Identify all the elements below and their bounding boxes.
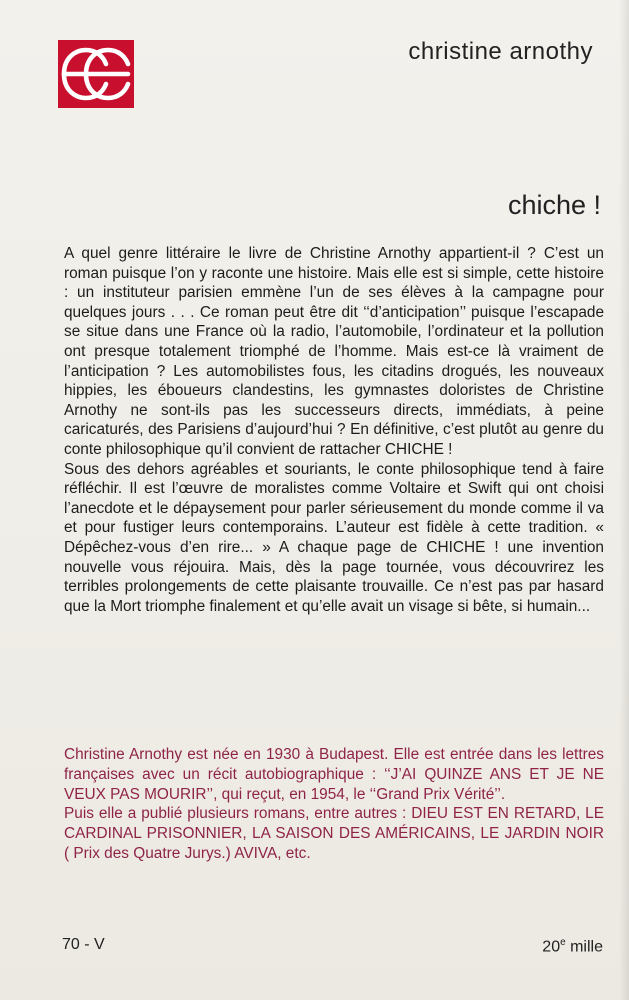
page-edge-shadow — [619, 0, 629, 1000]
publisher-logo-icon — [58, 40, 134, 108]
author-name: christine arnothy — [408, 38, 593, 65]
print-run-number: 20 — [542, 938, 561, 956]
publisher-logo-mark — [58, 40, 134, 108]
book-title: chiche ! — [507, 190, 601, 220]
bio-paragraph-2: Puis elle a publié plusieurs romans, entre autres : DIEU EST EN RETARD, LE CARDINAL PRISONNIER, LA SAISON DES AMÉRICAINS, LE JARDIN NOIR ( Prix des Quatre Jurys.) AVIVA, etc. — [64, 805, 604, 862]
print-run-suffix: e — [560, 937, 566, 948]
summary-paragraph-1: A quel genre littéraire le livre de Christine Arnothy appartient-il ? C’est un roman puisque l’on y raconte une histoire. Mais elle est si simple, cette histoire : un instituteur parisien emmène l’un de ses élèves à la campagne pour quelques jours . . . Ce roman peut être dit ‘‘d’anticipation’’ puisque l’escapade se situe dans une France où la radio, l’automobile, l’ordinateur et la pollution ont presque totalement triomphé de l’homme. Mais est-ce là vraiment de l’anticipation ? Les automobilistes fous, les citadins drogués, les nouveaux hippies, les éboueurs clandestins, les gymnastes doloristes de Christine Arnothy ne sont-ils pas les successeurs directs, immédiats, à peine caricaturés, des Parisiens d’aujourd’hui ? En définitive, c’est plutôt au genre du conte philosophique qu’il convient de rattacher CHICHE ! — [64, 245, 604, 458]
summary-paragraph-2: Sous des dehors agréables et souriants, le conte philosophique tend à faire réfléchir. Il est l’œuvre de moralistes comme Voltaire et Swift qui ont choisi l’anecdote et le dépaysement pour parler sérieusement du monde comme il va et pour fustiger leurs contemporains. L’auteur est fidèle à cette tradition. « Dépêchez-vous d’en rire... » A chaque page de CHICHE ! une invention nouvelle vous réjouira. Mais, dès la page tournée, vous découvrirez les terribles prolongements de cette plaisante trouvaille. Ce n’est pas par hasard que la Mort triomphe finalement et qu’elle avait un visage si bête, si humain... — [64, 460, 604, 615]
bio-paragraph-1: Christine Arnothy est née en 1930 à Budapest. Elle est entrée dans les lettres françaises avec un récit autobiographique : ‘‘J’AI QUINZE ANS ET JE NE VEUX PAS MOURIR’’, qui reçut, en 1954, le ‘‘Grand Prix Vérité’’. — [64, 746, 604, 803]
print-run — [542, 937, 603, 956]
catalog-number: 70 - V — [62, 936, 105, 953]
author-biography — [64, 745, 604, 864]
book-summary — [64, 244, 604, 616]
print-run-unit: mille — [565, 938, 603, 956]
